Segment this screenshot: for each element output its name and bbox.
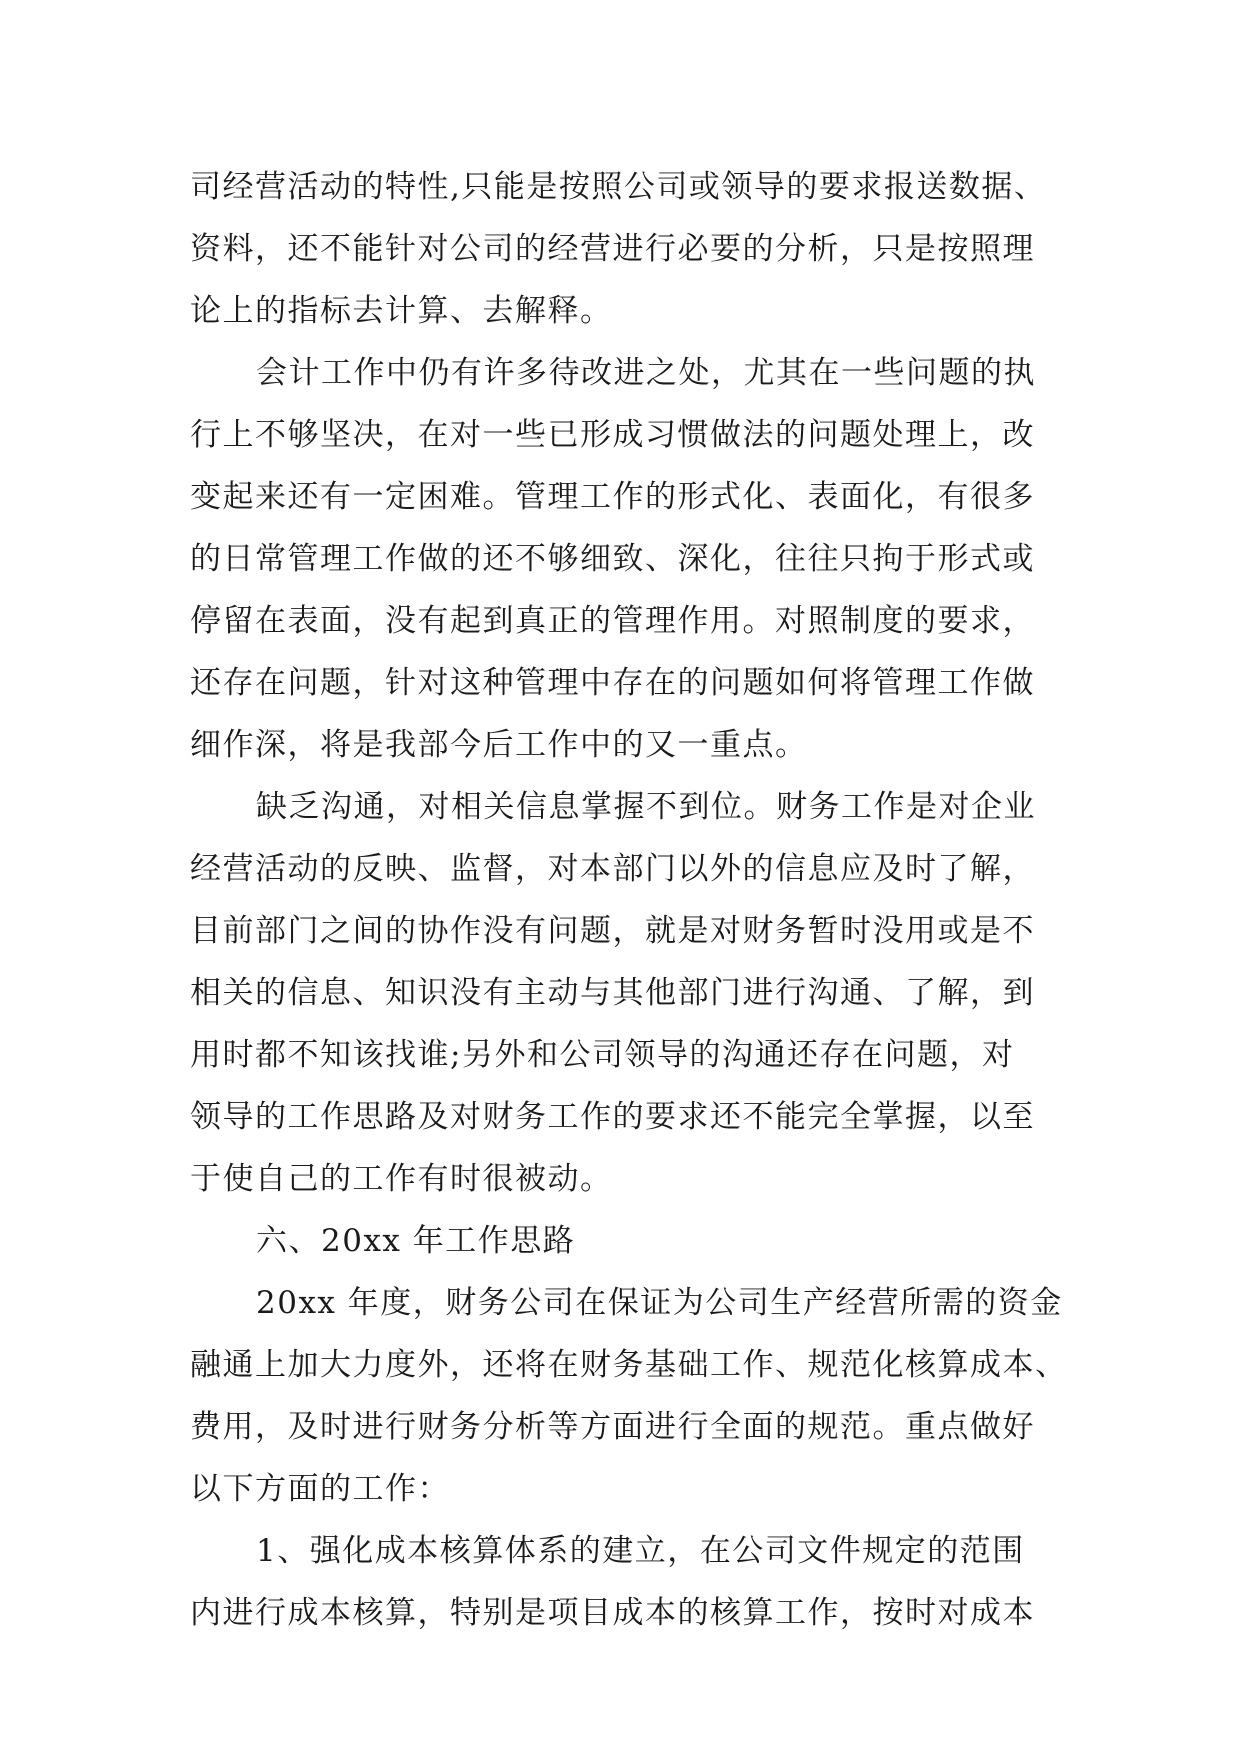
text-line: 缺乏沟通，对相关信息掌握不到位。财务工作是对企业: [256, 789, 1036, 825]
text-line: 领导的工作思路及对财务工作的要求还不能完全掌握，以至: [190, 1099, 1035, 1135]
text-line: 停留在表面，没有起到真正的管理作用。对照制度的要求，: [190, 603, 1035, 639]
text-line: 经营活动的反映、监督，对本部门以外的信息应及时了解，: [190, 851, 1035, 887]
text-line: 行上不够坚决，在对一些已形成习惯做法的问题处理上，改: [190, 417, 1035, 453]
text-line: 融通上加大力度外，还将在财务基础工作、规范化核算成本、: [190, 1347, 1068, 1383]
text-line: 论上的指标去计算、去解释。: [190, 293, 613, 329]
text-line: 六、20xx 年工作思路: [256, 1223, 576, 1259]
text-line: 资料，还不能针对公司的经营进行必要的分析，只是按照理: [190, 231, 1035, 267]
text-line: 目前部门之间的协作没有问题，就是对财务暂时没用或是不: [190, 913, 1035, 949]
text-line: 司经营活动的特性,只能是按照公司或领导的要求报送数据、: [190, 169, 1047, 205]
text-line: 用时都不知该找谁;另外和公司领导的沟通还存在问题，对: [190, 1037, 1015, 1073]
text-line: 的日常管理工作做的还不够细致、深化，往往只拘于形式或: [190, 541, 1035, 577]
text-line: 费用，及时进行财务分析等方面进行全面的规范。重点做好: [190, 1409, 1035, 1445]
text-line: 1、强化成本核算体系的建立，在公司文件规定的范围: [256, 1533, 1025, 1569]
text-line: 还存在问题，针对这种管理中存在的问题如何将管理工作做: [190, 665, 1035, 701]
text-line: 会计工作中仍有许多待改进之处，尤其在一些问题的执: [256, 355, 1036, 391]
text-line: 细作深，将是我部今后工作中的又一重点。: [190, 727, 808, 763]
text-line: 内进行成本核算，特别是项目成本的核算工作，按时对成本: [190, 1595, 1035, 1631]
text-line: 以下方面的工作：: [190, 1471, 450, 1507]
text-line: 20xx 年度，财务公司在保证为公司生产经营所需的资金: [256, 1285, 1063, 1321]
document-body: [190, 156, 1090, 1644]
text-line: 于使自己的工作有时很被动。: [190, 1161, 613, 1197]
text-line: 相关的信息、知识没有主动与其他部门进行沟通、了解，到: [190, 975, 1035, 1011]
text-line: 变起来还有一定困难。管理工作的形式化、表面化，有很多: [190, 479, 1035, 515]
